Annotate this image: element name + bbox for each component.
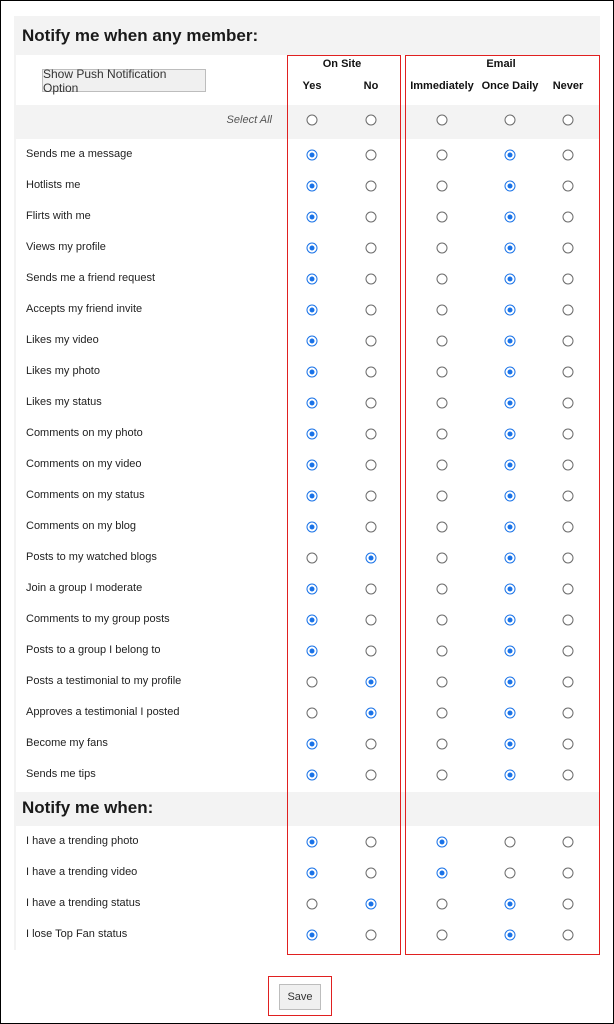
on-site-header: On Site: [322, 58, 362, 70]
save-button[interactable]: Save: [279, 984, 321, 1010]
email-header: Email: [486, 58, 516, 70]
column-no-header: No: [363, 80, 379, 92]
section-title-any-member: Notify me when any member:: [22, 26, 259, 45]
notification-row-label: Join a group I moderate: [26, 582, 143, 594]
notification-row-label: Views my profile: [26, 241, 106, 253]
notification-row-label: Sends me tips: [26, 768, 96, 780]
notification-row-label: Accepts my friend invite: [26, 303, 143, 315]
column-immediately-header: Immediately: [410, 80, 474, 92]
email-highlight-box: [405, 55, 600, 955]
notification-row-label: I lose Top Fan status: [26, 928, 128, 940]
column-once-daily-header: Once Daily: [481, 80, 539, 92]
notification-row-label: Comments to my group posts: [26, 613, 170, 625]
notification-row-label: Approves a testimonial I posted: [26, 706, 180, 718]
notification-row-label: Sends me a friend request: [26, 272, 156, 284]
notification-row-label: Hotlists me: [26, 179, 81, 191]
on-site-highlight-box: [287, 55, 401, 955]
notification-row-label: I have a trending status: [26, 897, 141, 909]
notification-row-label: Comments on my status: [26, 489, 145, 501]
notification-row-label: I have a trending video: [26, 866, 138, 878]
notification-row-label: Likes my photo: [26, 365, 100, 377]
notification-row-label: Flirts with me: [26, 210, 91, 222]
select-all-label: Select All: [226, 114, 272, 126]
notification-row-label: Become my fans: [26, 737, 108, 749]
section-title-notify-me: Notify me when:: [22, 798, 154, 817]
show-push-notification-button[interactable]: Show Push Notification Option: [42, 69, 206, 92]
notification-row-label: Posts to a group I belong to: [26, 644, 161, 656]
notification-row-label: Comments on my photo: [26, 427, 143, 439]
notification-row-label: Posts a testimonial to my profile: [26, 675, 182, 687]
notification-row-label: Comments on my blog: [26, 520, 137, 532]
notification-row-label: Likes my status: [26, 396, 102, 408]
column-never-header: Never: [552, 80, 584, 92]
notification-row-label: Comments on my video: [26, 458, 142, 470]
notification-row-label: I have a trending photo: [26, 835, 139, 847]
notification-row-label: Posts to my watched blogs: [26, 551, 157, 563]
notification-row-label: Likes my video: [26, 334, 99, 346]
notification-row-label: Sends me a message: [26, 148, 133, 160]
column-yes-header: Yes: [302, 80, 322, 92]
